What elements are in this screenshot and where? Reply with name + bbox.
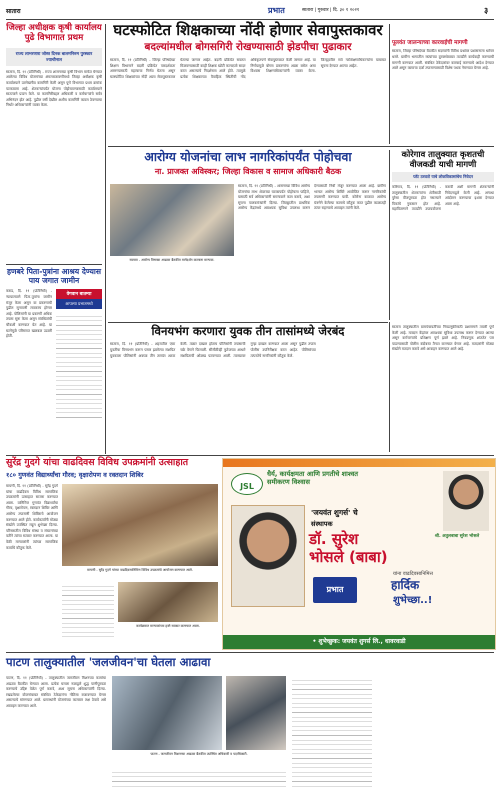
bottom-body-cont (112, 768, 286, 790)
promo-title: वेगवान बातम्या (56, 289, 102, 299)
right2-sub-box (392, 172, 494, 182)
bottom-top-rule (6, 652, 494, 653)
col1-byline-box (6, 48, 102, 66)
ad-person-name: श्री. अतुलबाबा सुरेश भोसले (434, 534, 480, 539)
ad-role: संस्थापक (311, 520, 333, 528)
col-divider-1 (105, 24, 106, 454)
bday-top-rule (6, 455, 494, 456)
review-meeting-photo (112, 676, 222, 750)
review-meeting-photo-2 (226, 676, 286, 750)
ad-wish-2: हार्दिक (391, 578, 420, 592)
wisher-portrait (443, 471, 489, 531)
right1-headline: पूलवंत जालन्याच्या कारवाईची मागणी (392, 40, 468, 46)
lead-subhead: बदल्यांमधील बोगसगिरी रोखण्यासाठी झेडपीचा पुढाकार (144, 41, 352, 54)
birthday-ad (222, 458, 496, 650)
col1b-body-cont (56, 312, 102, 422)
mid-story (110, 150, 386, 320)
felicitation-photo-2 (118, 582, 218, 622)
ad-lead: 'जयवंत शुगर्स' चे (311, 508, 358, 517)
right2-headline: कोरेगाव तालुक्यात कृशतची वीजकडी याची मागणी (401, 149, 485, 169)
col1b-body: कराड, दि. ११ (प्रतिनिधी) - न्यायालयाने पिता-पुत्रांना जामीन मंजूर केला असून या प्रकरणाची पुढील सुनावणी लवकरच होणार आहे. पोलिसांनी या प्रकरणी अधिक तपास सुरू केला असून संबंधितांची चौकशी करण्यात येत आहे. या घटनेमुळे परिसरात खळबळ उडाली होती. (6, 289, 52, 339)
bottom-story (6, 656, 494, 792)
bday-caption-1: मायणी - सुरेंद्र गुदगे यांच्या वाढदिवसानिमित्त विविध उपक्रमांचे आयोजन करण्यात आले. (87, 568, 193, 572)
ad-sticker (313, 577, 357, 603)
bday-body-cont (62, 582, 114, 638)
col1-byline: राज्य लाभरणारा जोस्त दिनक बालमनिरुम पुरस्कार ज्याचीनाल (15, 50, 93, 62)
bday-headline: सुरेंद्र गुदगे यांचा वाढदिवस विविध उपक्रमांनी उत्साहात (6, 457, 189, 468)
lead-headline: घटस्फोटित शिक्षकाच्या नोंदी होणार सेवापुस्तकावर (113, 21, 383, 39)
masthead (6, 5, 494, 19)
bottom-body-cont-2 (292, 676, 372, 790)
col1-headline: जिल्हा अधीक्षक कृषी कार्यालय पुढे विभागात प्रथम (6, 23, 102, 43)
ad-name-1: डॉ. सुरेश (309, 530, 359, 548)
ad-name-2: भोसले (बाबा) (309, 548, 388, 566)
masthead-logo: प्रभात (268, 6, 285, 15)
col-divider-3 (389, 150, 390, 320)
meeting-photo (110, 184, 234, 256)
ad-sticker-text: प्रभात (326, 585, 344, 594)
col1b-headline: हणबरे पिता-पुत्रांना आश्रय देण्यास पाय जगात जामीन (7, 267, 101, 285)
bottom-body: पाटण, दि. ११ (प्रतिनिधी) - तालुक्यातील जलजीवन मिशनच्या कामांचा आढावा बैठकीत घेण्यात आला. प्रत्येक घराला नळाद्वारे शुद्ध पाणीपुरवठा करण्याचे उद्दिष्ट वेळेत पूर्ण करावे, अशा सूचना अधिकाऱ्यांनी दिल्या. रखडलेल्या योजनांबाबत संबंधित ठेकेदारांना नोटिसा बजावण्यात येणार असल्याचे सांगण्यात आले. ग्रामस्थांनी योजनांच्या कामावर लक्ष ठेवावे असे आवाहन करण्यात आले. (6, 676, 106, 708)
right2-sub: प्लॅट ठरवतो याचे लोकविकासांचेच निवेदन (413, 174, 473, 180)
bday-subhead: १८० गुणवंत विद्यार्थ्यांचा गौरव; वृक्षारोपण व रक्तदान शिबिर (6, 470, 144, 479)
mid-headline: आरोग्य योजनांचा लाभ नागरिकांपर्यंत पोहोचवा (144, 149, 352, 164)
issue-date: सातारा | गुरुवार | दि. ३० १ २०२१ (302, 8, 360, 13)
lead-story (110, 22, 386, 154)
lead-body: सातारा, दि. ११ (प्रतिनिधी) - जिल्हा परिषदेच्या शिक्षण विभागाने बदली प्रक्रियेत पारदर्शकता आणण्यासाठी महत्त्वाचा निर्णय घेतला असून घटस्फोटित शिक्षकांच्या नोंदी आता सेवापुस्तकावर घेतल्या जाणार आहेत. बदली प्रक्रियेत सवलत मिळवण्यासाठी काही शिक्षक खोटी कागदपत्रे सादर करत असल्याचे निदर्शनास आले होते. त्यामुळे प्रत्येक शिक्षकाच्या वैवाहिक स्थितीची नोंद अधिकृतपणे सेवापुस्तकात केली जाणार आहे. या निर्णयामुळे बोगस प्रकरणांना आळा बसेल असा विश्वास शिक्षणाधिकाऱ्यांनी व्यक्त केला. जिल्ह्यातील सर्व गटशिक्षणाधिकाऱ्यांना याबाबत सूचना देण्यात आल्या आहेत. (110, 58, 386, 79)
right3-body: सातारा तालुक्यातील ग्रामपंचायतींच्या निवडणुकीसाठी प्रशासनाने तयारी पूर्ण केली आहे. मतदान केंद्रांवर आवश्यक सुविधा उपलब्ध करून देण्यात आल्या असून कर्मचाऱ्यांचे प्रशिक्षण पूर्ण झाले आहे. निवडणूक शांततेत पार पाडण्यासाठी पोलीस बंदोबस्त तैनात करण्यात येणार आहे. मतदारांनी मोठ्या संख्येने मतदान करावे असे आवाहन करण्यात आले आहे. (392, 325, 494, 352)
masthead-rule (6, 19, 494, 20)
crime-headline: विनयभंग करणारा युवक तीन तासांमध्ये जेरबंद (151, 324, 345, 338)
ad-brand-text: JSL (240, 482, 254, 491)
crime-body: सातारा, दि. ११ (प्रतिनिधी) - शहरातील एका युवतीचा विनयभंग करून पसार झालेल्या संशयित युवकाला पोलिसांनी अवघ्या तीन तासांत अटक केली. तक्रार दाखल होताच पोलिसांनी तपासाची चक्रे वेगाने फिरवली. सीसीटीव्ही फुटेजच्या आधारे संशयिताची ओळख पटवण्यात आली. त्याच्यावर गुन्हा दाखल करण्यात आला असून पुढील तपास पोलीस उपनिरीक्षक करत आहेत. पोलिसांच्या तत्परतेचे नागरिकांनी कौतुक केले. (110, 342, 316, 358)
col1b-promo (56, 289, 102, 422)
right2-body: कोरेगाव, दि. ११ (प्रतिनिधी) - तालुक्यातील शेतकऱ्यांना शेतीसाठी पुरेसा वीजपुरवठा होत नसल्याने पिकांचे नुकसान होत आहे. महावितरणने तातडीने उपाययोजना करावी अशी मागणी शेतकऱ्यांनी निवेदनाद्वारे केली आहे. अन्यथा आंदोलन करण्याचा इशारा देण्यात आला आहे. (392, 184, 494, 212)
col1-story (6, 24, 102, 264)
promo-subtitle: आपल्या प्रभातमध्ये (56, 299, 102, 309)
section-name: सातारा (6, 8, 21, 15)
crime-story (110, 325, 386, 455)
mid-subhead: ना. प्राजक्त अविस्कर; जिल्हा विकास व सामाज अधिकारी बैठक (154, 167, 342, 177)
felicitation-photo-1 (62, 484, 218, 566)
col-divider-4 (389, 322, 390, 452)
bottom-caption: पाटण - जलजीवन मिशनच्या आढावा बैठकीत उपस्थित अधिकारी व पदाधिकारी. (150, 752, 248, 756)
ad-brand-logo (231, 473, 263, 495)
ad-top-band (223, 459, 495, 467)
crime-top-rule (108, 322, 388, 323)
bday-story (6, 458, 218, 642)
col1b-story (6, 268, 102, 453)
col1-body: सातारा, दि. ११ (प्रतिनिधी) - राज्य शासनाच्या कृषी विभाग मार्फत घेण्यात आलेल्या विविध योजनांच्या अंमलबजावणीमध्ये जिल्हा अधीक्षक कृषी कार्यालयाने उल्लेखनीय कामगिरी केली असून पुणे विभागात प्रथम क्रमांक पटकावला आहे. शेतकऱ्यांपर्यंत योजना पोहोचवण्यासाठी कार्यालयाने सातत्याने प्रयत्न केले. या कामगिरीबद्दल अधिकारी व कर्मचाऱ्यांचे सर्वत्र अभिनंदन होत आहे. पुढील वर्षी देखील अशीच कामगिरी कायम ठेवण्याचा निर्धार अधिकाऱ्यांनी व्यक्त केला. (6, 69, 102, 108)
ad-footer: • शुभेच्छुक: जयवंत शुगर्स लि., धावरवाडी (312, 638, 406, 645)
founder-portrait (231, 505, 305, 607)
ad-footer-band (223, 635, 495, 649)
bday-caption-2: कार्यक्रमात मान्यवरांच्या हस्ते सत्कार करण्यात आला. (136, 624, 200, 628)
ad-wish-1: यांना वाढदिवसानिमित्त (393, 571, 433, 577)
col1-rule (6, 264, 102, 265)
bday-body: मायणी, दि. ११ (प्रतिनिधी) - सुरेंद्र गुदगे यांचा वाढदिवस विविध सामाजिक उपक्रमांनी उत्साहात साजरा करण्यात आला. यानिमित्त गुणवंत विद्यार्थ्यांचा गौरव, वृक्षारोपण, रक्तदान शिबिर आणि आरोग्य तपासणी शिबिराचे आयोजन करण्यात आले होते. कार्यकर्त्यांनी मोठ्या संख्येने उपस्थित राहून शुभेच्छा दिल्या. परिसरातील विविध संस्था व संघटनांच्या वतीने त्यांचा सत्कार करण्यात आला. या वेळी मान्यवरांनी त्यांच्या सामाजिक कार्याचे कौतुक केले. (6, 484, 58, 550)
bottom-headline: पाटण तालुक्यातील 'जलजीवन'चा घेतला आढावा (6, 655, 211, 669)
right2-story (392, 150, 494, 320)
mid-photo-caption: सातारा - आरोग्य विषयक आढावा बैठकीत मार्गदर्शन करताना मान्यवर. (129, 258, 215, 262)
page-number: ३ (484, 6, 489, 15)
col-divider-2 (389, 24, 390, 144)
mid-top-rule (108, 146, 494, 147)
right1-body: सातारा, जिल्हा परिषदेच्या बैठकीत सदस्यांनी विविध प्रश्नांवर प्रशासनाला धारेवर धरले. ग्रामीण भागातील रस्त्यांच्या दुरवस्थेबाबत तातडीने कार्यवाही करण्याची मागणी करण्यात आली. संबंधित ठेकेदारांवर कारवाई करण्याचे आदेश देण्यात आले असून कामाचा दर्जा तपासण्यासाठी विशेष पथक नेमण्यात येणार आहे. (392, 49, 494, 71)
right1-story (392, 40, 494, 140)
ad-tagline: धैर्य, कार्यक्षमता आणि प्रगतीचे शाश्वत समीकरण विश्वास (267, 470, 359, 486)
mid-body: सातारा, दि. ११ (प्रतिनिधी) - शासनाच्या विविध आरोग्य योजनांचा लाभ शेवटच्या घटकापर्यंत पोहोचला पाहिजे, यासाठी सर्व अधिकाऱ्यांनी समन्वयाने काम करावे, अशा सूचना पालकमंत्र्यांनी दिल्या. जिल्ह्यातील प्राथमिक आरोग्य केंद्रांमध्ये आवश्यक सुविधा उपलब्ध करून देण्यासाठी निधी मंजूर करण्यात आला आहे. ग्रामीण भागात आरोग्य शिबिरे आयोजित करून नागरिकांची तपासणी करण्यात यावी. कोरोना काळात आरोग्य यंत्रणेने केलेल्या कामाचे कौतुक करत पुढील काळातही तत्पर राहण्याचे आवाहन त्यांनी केले. (238, 184, 386, 211)
ad-wish-3: शुभेच्छा..! (393, 595, 433, 606)
